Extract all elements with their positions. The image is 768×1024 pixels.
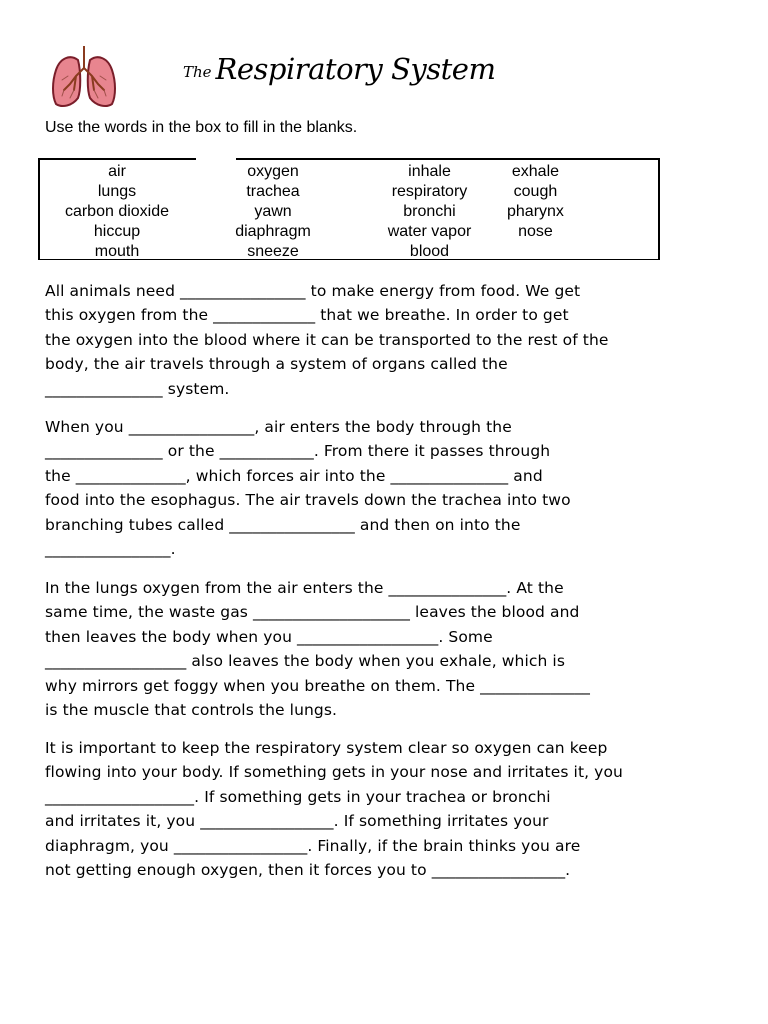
word-bank-item: air (108, 163, 126, 180)
text-line: ___________________. If something gets in your trachea or bronchi (45, 787, 551, 806)
text-line: this oxygen from the _____________ that we breathe. In order to get (45, 306, 569, 325)
word-bank-item: pharynx (507, 203, 564, 220)
text-line: the oxygen into the blood where it can be transported to the rest of the (45, 330, 609, 349)
paragraph-air-pathway (45, 415, 665, 561)
word-bank-item: carbon dioxide (64, 203, 170, 220)
text-line: _______________ system. (45, 379, 230, 398)
word-bank-item: oxygen (247, 163, 299, 180)
word-bank-item: sneeze (247, 243, 299, 260)
text-line: and irritates it, you _________________. If something irritates your (45, 812, 549, 831)
text-line: When you ________________, air enters the body through the (45, 418, 512, 436)
text-line: the ______________, which forces air into the _______________ and (45, 466, 543, 485)
word-column-2 (194, 162, 352, 259)
word-bank-item: blood (409, 243, 450, 260)
word-bank-item: bronchi (403, 203, 456, 220)
text-line: not getting enough oxygen, then it forces you to _________________. (45, 861, 571, 880)
word-box-divider (196, 158, 236, 160)
text-line: body, the air travels through a system of organs called the (45, 355, 508, 374)
word-bank-item: water vapor (387, 223, 472, 240)
paragraph-oxygen-intro (45, 279, 665, 401)
title-prefix: The (183, 63, 212, 81)
text-line: In the lungs oxygen from the air enters the _______________. At the (45, 579, 564, 597)
text-line: why mirrors get foggy when you breathe on them. The ______________ (45, 676, 591, 695)
text-line: flowing into your body. If something gets in your nose and irritates it, you (45, 763, 623, 782)
word-bank-box (38, 158, 660, 260)
text-line: is the muscle that controls the lungs. (45, 701, 338, 720)
word-bank-item: lungs (97, 183, 137, 200)
word-bank-item: hiccup (93, 223, 141, 240)
text-line: ________________. (45, 540, 176, 559)
word-bank-item: diaphragm (235, 223, 311, 240)
word-bank-item: mouth (94, 243, 140, 260)
paragraph-gas-exchange (45, 576, 665, 722)
text-line: __________________ also leaves the body when you exhale, which is (45, 652, 566, 671)
word-bank-item: nose (518, 223, 553, 240)
paragraph-reflexes (45, 736, 665, 882)
word-column-3 (352, 162, 507, 259)
text-line: All animals need ________________ to make energy from food. We get (45, 282, 581, 300)
text-line: then leaves the body when you __________________. Some (45, 627, 493, 646)
text-line: It is important to keep the respiratory system clear so oxygen can keep (45, 739, 608, 757)
text-line: same time, the waste gas ____________________ leaves the blood and (45, 603, 580, 622)
instructions: Use the words in the box to fill in the blanks. (45, 119, 358, 136)
word-column-4 (507, 162, 564, 259)
word-bank-item: inhale (408, 163, 451, 180)
word-bank-item: exhale (511, 163, 560, 180)
word-column-1 (40, 162, 194, 259)
word-bank-item: trachea (246, 183, 300, 200)
text-line: food into the esophagus. The air travels down the trachea into two (45, 491, 571, 510)
title-main: Respiratory System (215, 52, 496, 86)
word-bank-item: yawn (254, 203, 292, 220)
text-line: _______________ or the ____________. From there it passes through (45, 442, 551, 461)
worksheet-title (183, 52, 495, 96)
lungs-illustration (50, 46, 118, 108)
word-bank-item: cough (513, 183, 558, 200)
word-bank-item: respiratory (391, 183, 468, 200)
text-line: diaphragm, you _________________. Finally, if the brain thinks you are (45, 836, 581, 855)
text-line: branching tubes called ________________ and then on into the (45, 515, 521, 534)
